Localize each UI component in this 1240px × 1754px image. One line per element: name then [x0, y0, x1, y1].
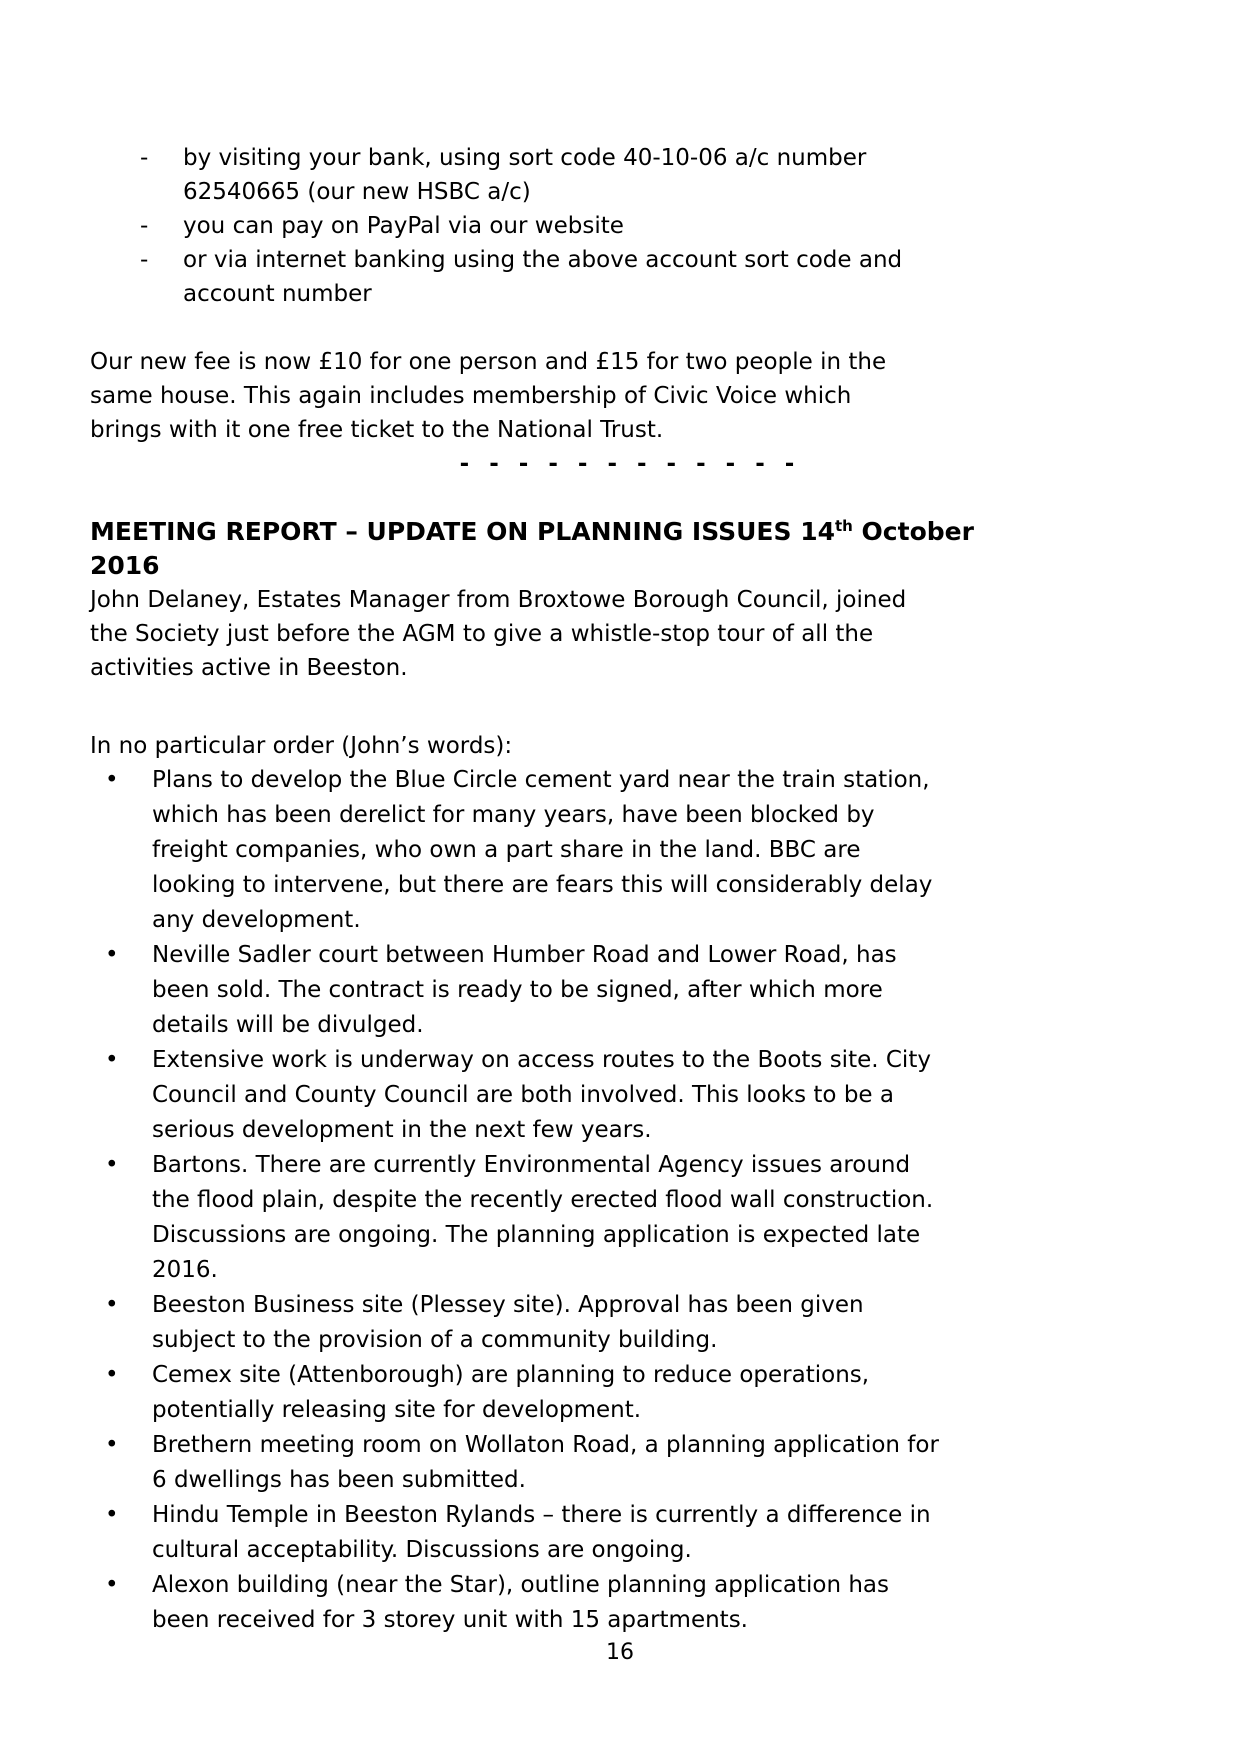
list-marker: • — [105, 942, 119, 968]
heading-text: MEETING REPORT – UPDATE ON PLANNING ISSUES 14 — [90, 517, 835, 546]
text-line: you can pay on PayPal via our website — [183, 213, 624, 239]
list-item — [90, 243, 1170, 311]
text-line: freight companies, who own a part share in the land. BBC are — [152, 837, 861, 863]
text-line: brings with it one free ticket to the National Trust. — [90, 417, 664, 443]
text-line: Neville Sadler court between Humber Road and Lower Road, has — [152, 942, 897, 968]
text-line: the Society just before the AGM to give a whistle-stop tour of all the — [90, 621, 874, 647]
text-line: the flood plain, despite the recently erected flood wall construction. — [152, 1187, 934, 1213]
text-line: John Delaney, Estates Manager from Broxtowe Borough Council, joined — [90, 587, 907, 613]
list-item — [90, 141, 1170, 209]
section-separator: - - - - - - - - - - - - — [459, 451, 801, 477]
list-item — [90, 938, 1170, 1043]
text-line: Brethern meeting room on Wollaton Road, a planning application for — [152, 1432, 939, 1458]
list-marker: - — [140, 247, 149, 273]
text-line: Hindu Temple in Beeston Rylands – there is currently a difference in — [152, 1502, 931, 1528]
heading-line-1 — [90, 515, 1170, 549]
spacer — [90, 481, 1170, 515]
text-line: by visiting your bank, using sort code 40-10-06 a/c number — [183, 145, 867, 171]
text-line: same house. This again includes membership of Civic Voice which — [90, 383, 852, 409]
text-line: 62540665 (our new HSBC a/c) — [183, 179, 531, 205]
list-marker: • — [105, 1362, 119, 1388]
order-note: In no particular order (John’s words): — [90, 733, 513, 759]
fee-paragraph — [90, 345, 1170, 447]
list-marker: • — [105, 1432, 119, 1458]
text-line: subject to the provision of a community building. — [152, 1327, 718, 1353]
payment-methods-list — [90, 141, 1170, 311]
list-item — [90, 1148, 1170, 1288]
list-marker: - — [140, 213, 149, 239]
list-item — [90, 1358, 1170, 1428]
page-number: 16 — [606, 1640, 634, 1665]
text-line: 6 dwellings has been submitted. — [152, 1467, 526, 1493]
text-line: Extensive work is underway on access routes to the Boots site. City — [152, 1047, 931, 1073]
page-content — [90, 141, 1170, 1638]
text-line: been received for 3 storey unit with 15 apartments. — [152, 1607, 748, 1633]
text-line: account number — [183, 281, 372, 307]
spacer — [90, 685, 1170, 729]
list-marker: • — [105, 1572, 119, 1598]
text-line: cultural acceptability. Discussions are ongoing. — [152, 1537, 692, 1563]
list-marker: - — [140, 145, 149, 171]
list-marker: • — [105, 1502, 119, 1528]
text-line: serious development in the next few years. — [152, 1117, 652, 1143]
text-line: Plans to develop the Blue Circle cement yard near the train station, — [152, 767, 930, 793]
text-line: Our new fee is now £10 for one person and £15 for two people in the — [90, 349, 887, 375]
text-line: Beeston Business site (Plessey site). Approval has been given — [152, 1292, 864, 1318]
heading-text: October — [852, 517, 974, 546]
text-line: activities active in Beeston. — [90, 655, 408, 681]
list-item — [90, 1288, 1170, 1358]
list-marker: • — [105, 1152, 119, 1178]
meeting-report-heading — [90, 515, 1170, 583]
text-line: which has been derelict for many years, have been blocked by — [152, 802, 875, 828]
ordinal-superscript: th — [834, 517, 853, 535]
text-line: Cemex site (Attenborough) are planning to reduce operations, — [152, 1362, 870, 1388]
list-item — [90, 1498, 1170, 1568]
list-marker: • — [105, 1292, 119, 1318]
heading-line-2: 2016 — [90, 551, 160, 580]
text-line: looking to intervene, but there are fears this will considerably delay — [152, 872, 933, 898]
text-line: any development. — [152, 907, 361, 933]
text-line: Council and County Council are both involved. This looks to be a — [152, 1082, 894, 1108]
text-line: or via internet banking using the above account sort code and — [183, 247, 903, 273]
list-marker: • — [105, 767, 119, 793]
text-line: Discussions are ongoing. The planning application is expected late — [152, 1222, 921, 1248]
text-line: potentially releasing site for development. — [152, 1397, 642, 1423]
text-line: 2016. — [152, 1257, 218, 1283]
text-line: Bartons. There are currently Environmental Agency issues around — [152, 1152, 911, 1178]
planning-issues-bullet-list — [90, 763, 1170, 1638]
list-item — [90, 763, 1170, 938]
report-intro-paragraph — [90, 583, 1170, 685]
text-line: details will be divulged. — [152, 1012, 424, 1038]
spacer — [90, 311, 1170, 345]
list-marker: • — [105, 1047, 119, 1073]
list-item — [90, 1043, 1170, 1148]
text-line: been sold. The contract is ready to be signed, after which more — [152, 977, 883, 1003]
text-line: Alexon building (near the Star), outline planning application has — [152, 1572, 889, 1598]
list-item — [90, 1568, 1170, 1638]
list-item — [90, 209, 1170, 243]
list-item — [90, 1428, 1170, 1498]
